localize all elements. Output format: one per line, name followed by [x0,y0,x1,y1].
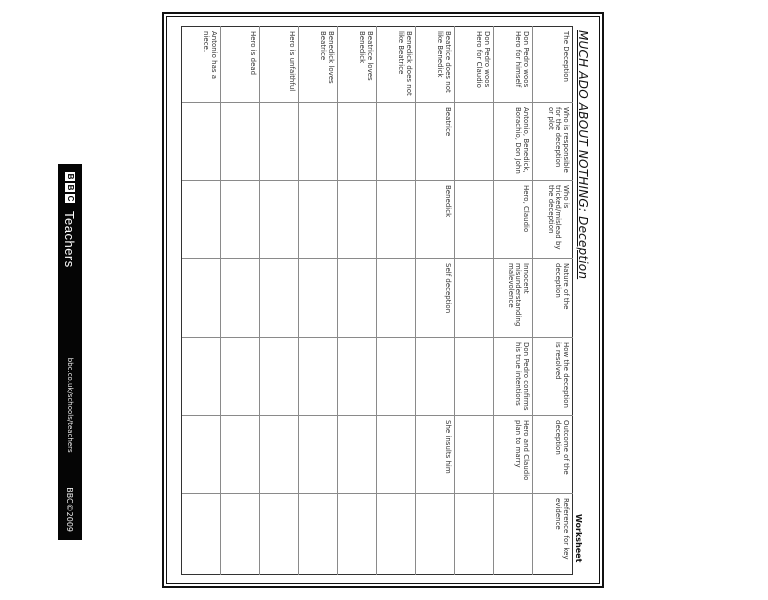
worksheet-title: MUCH ADO ABOUT NOTHING: Deception [576,30,590,280]
table-cell: She insults him [416,416,455,494]
table-cell [260,494,299,575]
table-cell [338,338,377,416]
table-cell [221,181,260,259]
table-cell [338,181,377,259]
table-cell [260,103,299,181]
bbc-teachers-footer-bar [58,164,82,540]
worksheet-page [162,12,604,588]
table-cell [377,181,416,259]
table-cell [455,181,494,259]
table-cell [377,259,416,338]
table-cell [182,416,221,494]
table-cell: Antonio, Benedick, Borachio, Don John [494,103,533,181]
table-cell [182,338,221,416]
table-cell: Hero is unfaithful [260,27,299,103]
table-cell: Hero and Claudio plan to marry [494,416,533,494]
table-cell [455,494,494,575]
table-cell: Beatrice [416,103,455,181]
header-cell: The Deception [533,27,573,103]
table-row [494,27,533,575]
copyright: BBC©2009 [65,487,75,532]
table-cell [221,259,260,338]
header-cell: Reference for key evidence [533,494,573,575]
table-row [260,27,299,575]
table-cell [338,494,377,575]
table-header-row [533,27,573,575]
table-cell [221,338,260,416]
table-cell: Don Pedro woos Hero for himself [494,27,533,103]
table-cell: Innocent misunderstanding malevolence [494,259,533,338]
table-cell [377,494,416,575]
table-cell [260,181,299,259]
table-cell [299,181,338,259]
table-cell [338,103,377,181]
bbc-logo-block: C [66,195,75,202]
table-cell: Don Pedro confirms his true intentions [494,338,533,416]
table-cell [455,416,494,494]
table-cell [182,494,221,575]
table-row [338,27,377,575]
table-cell [299,103,338,181]
table-cell: Benedick does not like Beatrice [377,27,416,103]
table-cell: Beatrice does not like Benedick [416,27,455,103]
table-cell [455,103,494,181]
table-cell [182,259,221,338]
footer-url: bbc.co.uk/schools/teachers [66,357,74,453]
table-cell [260,259,299,338]
worksheet-label: Worksheet [574,514,583,563]
deception-table [181,26,573,575]
bbc-logo-block: B [66,173,75,180]
table-cell: Benedick [416,181,455,259]
table-cell [494,494,533,575]
table-cell: Don Pedro woos Hero for Claudio [455,27,494,103]
table-cell [221,103,260,181]
bbc-logo-icon [65,172,75,203]
table-cell [338,259,377,338]
table-cell [299,338,338,416]
table-cell [299,494,338,575]
table-cell [299,259,338,338]
table-cell: Beatrice loves Benedick [338,27,377,103]
header-cell: How the deception is resolved [533,338,573,416]
bbc-logo-block: B [66,184,75,191]
table-cell [416,494,455,575]
table-cell [338,416,377,494]
table-cell [377,103,416,181]
table-cell [299,416,338,494]
header-cell: Outcome of the deception [533,416,573,494]
table-cell [377,338,416,416]
table-row [299,27,338,575]
table-cell: Hero, Claudio [494,181,533,259]
table-row [416,27,455,575]
table-cell [377,416,416,494]
table-cell [455,259,494,338]
table-cell: Hero is dead [221,27,260,103]
header-cell: Who is tricked/mislead by the deception [533,181,573,259]
table-cell [416,338,455,416]
table-row [377,27,416,575]
table-cell [182,181,221,259]
brand-name: Teachers [62,211,78,268]
table-cell [221,494,260,575]
table-cell [221,416,260,494]
table-cell [182,103,221,181]
table-cell [260,416,299,494]
header-cell: Who is responsible for the deception or plot [533,103,573,181]
table-cell: Antonio has a niece. [182,27,221,103]
table-cell: Benedick loves Beatrice [299,27,338,103]
table-cell [455,338,494,416]
table-cell: Self deception [416,259,455,338]
table-row [182,27,221,575]
table-row [455,27,494,575]
table-row [221,27,260,575]
header-cell: Nature of the deception [533,259,573,338]
table-cell [260,338,299,416]
